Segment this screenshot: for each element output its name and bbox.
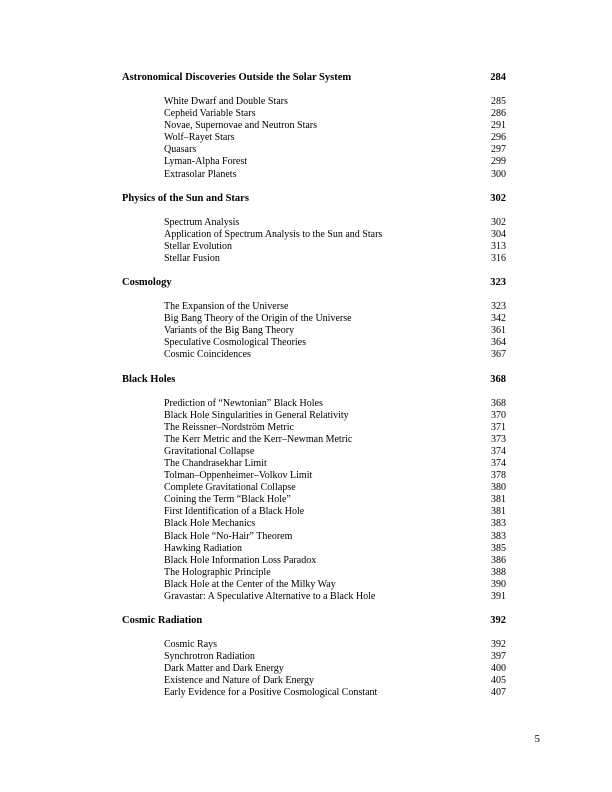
entry-page-number: 291 bbox=[491, 120, 506, 132]
entry-title: Quasars bbox=[164, 144, 197, 156]
toc-entry bbox=[122, 410, 506, 422]
entry-page-number: 368 bbox=[491, 397, 506, 409]
toc-entry bbox=[122, 494, 506, 506]
entry-page-number: 383 bbox=[491, 518, 506, 530]
toc-entry bbox=[122, 663, 506, 675]
toc-entry bbox=[122, 422, 506, 434]
toc-entry bbox=[122, 229, 506, 241]
entry-title: Gravastar: A Speculative Alternative to a Black Hole bbox=[164, 591, 376, 602]
toc-entry bbox=[122, 639, 506, 651]
section-heading bbox=[122, 277, 506, 289]
toc-entry bbox=[122, 518, 506, 530]
toc-entry bbox=[122, 169, 506, 181]
toc-entry bbox=[122, 108, 506, 120]
toc-entry bbox=[122, 506, 506, 518]
entry-page-number: 361 bbox=[491, 325, 506, 337]
toc-entry bbox=[122, 313, 506, 325]
section-title: Black Holes bbox=[122, 373, 176, 385]
section-page-number: 368 bbox=[490, 373, 506, 385]
table-of-contents bbox=[122, 72, 506, 712]
section-heading bbox=[122, 374, 506, 386]
entry-page-number: 374 bbox=[491, 457, 506, 469]
toc-entry bbox=[122, 687, 506, 699]
entry-title: Novae, Supernovae and Neutron Stars bbox=[164, 120, 318, 132]
entry-page-number: 342 bbox=[491, 313, 506, 325]
toc-entry bbox=[122, 458, 506, 470]
entry-page-number: 297 bbox=[491, 144, 506, 156]
section-heading bbox=[122, 72, 506, 84]
entry-title: Speculative Cosmological Theories bbox=[164, 337, 307, 349]
section-page-number: 323 bbox=[490, 277, 506, 289]
entry-title: Big Bang Theory of the Origin of the Universe bbox=[164, 313, 352, 325]
entry-page-number: 302 bbox=[491, 216, 506, 228]
entry-page-number: 388 bbox=[491, 566, 506, 578]
entry-title: Wolf–Rayet Stars bbox=[164, 132, 235, 144]
entry-title: Complete Gravitational Collapse bbox=[164, 482, 296, 494]
entry-page-number: 299 bbox=[491, 156, 506, 168]
toc-entry bbox=[122, 675, 506, 687]
toc-entry bbox=[122, 325, 506, 337]
toc-entry bbox=[122, 531, 506, 543]
entry-title: Black Hole Singularities in General Relativity bbox=[164, 409, 349, 421]
entry-page-number: 390 bbox=[491, 578, 506, 590]
toc-entry bbox=[122, 651, 506, 663]
section-page-number: 284 bbox=[490, 72, 506, 83]
section-page-number: 392 bbox=[490, 615, 506, 627]
entry-title: Stellar Evolution bbox=[164, 240, 233, 252]
entry-title: Black Hole Mechanics bbox=[164, 518, 256, 530]
entry-page-number: 407 bbox=[491, 687, 506, 699]
entry-page-number: 373 bbox=[491, 433, 506, 445]
entry-page-number: 380 bbox=[491, 482, 506, 494]
entry-title: Cepheid Variable Stars bbox=[164, 108, 256, 120]
entry-title: Application of Spectrum Analysis to the Sun and Stars bbox=[164, 228, 383, 240]
toc-entry bbox=[122, 398, 506, 410]
page-number: 5 bbox=[534, 733, 540, 745]
entry-page-number: 364 bbox=[491, 337, 506, 349]
entry-page-number: 286 bbox=[491, 108, 506, 120]
section-heading bbox=[122, 193, 506, 205]
entry-title: Spectrum Analysis bbox=[164, 216, 240, 228]
entry-page-number: 300 bbox=[491, 168, 506, 180]
entry-page-number: 392 bbox=[491, 639, 506, 651]
entry-title: Synchrotron Radiation bbox=[164, 651, 255, 663]
entry-title: Lyman-Alpha Forest bbox=[164, 156, 248, 168]
entry-page-number: 285 bbox=[491, 96, 506, 107]
entry-title: Coining the Term “Black Hole” bbox=[164, 494, 291, 506]
entry-page-number: 381 bbox=[491, 506, 506, 518]
entry-title: The Reissner–Nordström Metric bbox=[164, 421, 294, 433]
entry-page-number: 391 bbox=[491, 591, 506, 602]
toc-section bbox=[122, 615, 506, 699]
entry-title: The Expansion of the Universe bbox=[164, 301, 289, 313]
entry-title: Hawking Radiation bbox=[164, 542, 243, 554]
toc-entry bbox=[122, 120, 506, 132]
entry-page-number: 374 bbox=[491, 445, 506, 457]
entry-page-number: 381 bbox=[491, 494, 506, 506]
toc-entry bbox=[122, 579, 506, 591]
section-title: Physics of the Sun and Stars bbox=[122, 192, 249, 204]
toc-entry bbox=[122, 349, 506, 361]
toc-entry bbox=[122, 301, 506, 313]
toc-entry bbox=[122, 567, 506, 579]
entry-title: The Holographic Principle bbox=[164, 566, 271, 578]
entry-title: Black Hole at the Center of the Milky Way bbox=[164, 578, 336, 590]
entry-page-number: 316 bbox=[491, 252, 506, 264]
entry-page-number: 405 bbox=[491, 675, 506, 687]
entry-page-number: 400 bbox=[491, 663, 506, 675]
entry-page-number: 397 bbox=[491, 651, 506, 663]
toc-section bbox=[122, 72, 506, 181]
entry-page-number: 386 bbox=[491, 554, 506, 566]
entry-title: Variants of the Big Bang Theory bbox=[164, 325, 295, 337]
toc-entry bbox=[122, 482, 506, 494]
section-title: Astronomical Discoveries Outside the Solar System bbox=[122, 72, 352, 83]
toc-entry bbox=[122, 217, 506, 229]
entry-title: First Identification of a Black Hole bbox=[164, 506, 305, 518]
section-title: Cosmic Radiation bbox=[122, 615, 203, 627]
toc-entry bbox=[122, 144, 506, 156]
entry-title: The Chandrasekhar Limit bbox=[164, 457, 267, 469]
entry-title: Existence and Nature of Dark Energy bbox=[164, 675, 315, 687]
entry-page-number: 385 bbox=[491, 542, 506, 554]
entry-page-number: 378 bbox=[491, 470, 506, 482]
entry-title: Black Hole Information Loss Paradox bbox=[164, 554, 317, 566]
toc-entry bbox=[122, 555, 506, 567]
entry-title: Extrasolar Planets bbox=[164, 168, 237, 180]
entry-page-number: 304 bbox=[491, 228, 506, 240]
toc-entry bbox=[122, 96, 506, 108]
toc-entry bbox=[122, 156, 506, 168]
toc-entry bbox=[122, 132, 506, 144]
toc-entry bbox=[122, 543, 506, 555]
toc-entry bbox=[122, 337, 506, 349]
entry-title: Early Evidence for a Positive Cosmological Constant bbox=[164, 687, 378, 699]
toc-entry bbox=[122, 241, 506, 253]
entry-page-number: 313 bbox=[491, 240, 506, 252]
entry-title: Dark Matter and Dark Energy bbox=[164, 663, 284, 675]
entry-page-number: 370 bbox=[491, 409, 506, 421]
toc-entry bbox=[122, 434, 506, 446]
entry-title: Prediction of “Newtonian” Black Holes bbox=[164, 397, 323, 409]
toc-section bbox=[122, 277, 506, 361]
section-heading bbox=[122, 615, 506, 627]
toc-section bbox=[122, 193, 506, 265]
entry-title: Cosmic Rays bbox=[164, 639, 218, 651]
entry-page-number: 323 bbox=[491, 301, 506, 313]
toc-entry bbox=[122, 446, 506, 458]
entry-page-number: 367 bbox=[491, 349, 506, 361]
entry-title: Stellar Fusion bbox=[164, 252, 220, 264]
section-title: Cosmology bbox=[122, 277, 172, 289]
toc-section bbox=[122, 374, 506, 604]
toc-entry bbox=[122, 253, 506, 265]
entry-page-number: 371 bbox=[491, 421, 506, 433]
entry-title: The Kerr Metric and the Kerr–Newman Metric bbox=[164, 433, 353, 445]
entry-title: White Dwarf and Double Stars bbox=[164, 96, 288, 107]
entry-page-number: 383 bbox=[491, 530, 506, 542]
toc-entry bbox=[122, 470, 506, 482]
section-page-number: 302 bbox=[490, 192, 506, 204]
entry-page-number: 296 bbox=[491, 132, 506, 144]
toc-entry bbox=[122, 591, 506, 603]
entry-title: Cosmic Coincidences bbox=[164, 349, 251, 361]
entry-title: Tolman–Oppenheimer–Volkov Limit bbox=[164, 470, 313, 482]
entry-title: Gravitational Collapse bbox=[164, 445, 255, 457]
entry-title: Black Hole “No-Hair” Theorem bbox=[164, 530, 293, 542]
